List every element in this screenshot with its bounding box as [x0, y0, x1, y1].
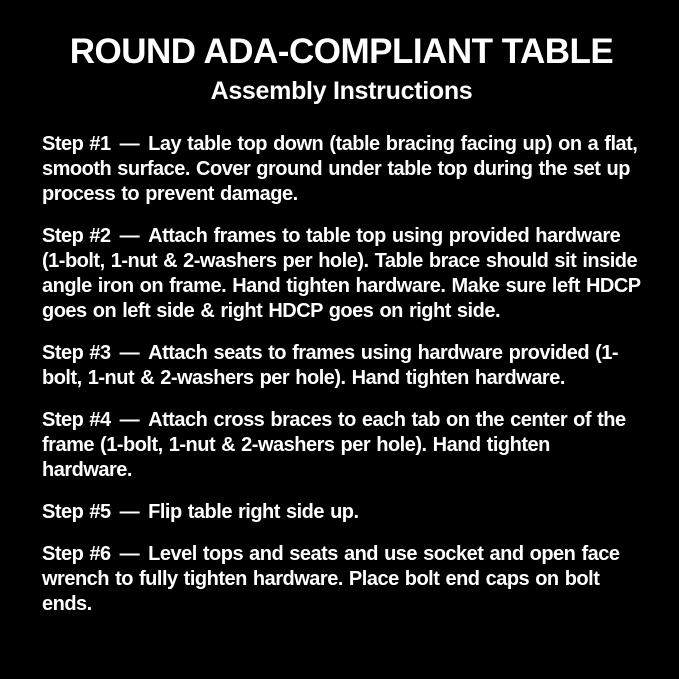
- step-separator: —: [119, 224, 140, 247]
- step-label: Step #3: [42, 341, 111, 364]
- step-paragraph-1: [42, 132, 641, 207]
- step-text: Attach frames to table top using provided hardware (1-bolt, 1-nut & 2-washers per hole). Table brace should sit inside angle iron on frame. Hand tighten hardware. Make sure left HDCP goes on left side & right HDCP goes on right side.: [42, 224, 641, 322]
- step-text: Level tops and seats and use socket and open face wrench to fully tighten hardware. Place bolt end caps on bolt ends.: [42, 542, 620, 615]
- step-paragraph-5: [42, 500, 641, 525]
- step-text: Attach seats to frames using hardware provided (1-bolt, 1-nut & 2-washers per hole). Hand tighten hardware.: [42, 341, 619, 389]
- step-paragraph-3: [42, 341, 641, 391]
- step-label: Step #6: [42, 542, 111, 565]
- page-title: ROUND ADA-COMPLIANT TABLE: [69, 32, 614, 71]
- step-label: Step #5: [42, 500, 111, 523]
- step-label: Step #4: [42, 408, 111, 431]
- step-text: Lay table top down (table bracing facing up) on a flat, smooth surface. Cover ground under table top during the set up process to prevent damage.: [42, 132, 638, 205]
- step-separator: —: [119, 341, 140, 364]
- page-subtitle: Assembly Instructions: [210, 76, 473, 105]
- step-separator: —: [119, 500, 140, 523]
- step-separator: —: [119, 408, 140, 431]
- step-label: Step #1: [42, 132, 111, 155]
- step-separator: —: [119, 132, 140, 155]
- step-separator: —: [119, 542, 140, 565]
- step-paragraph-2: [42, 224, 641, 324]
- step-paragraph-6: [42, 542, 641, 617]
- step-text: Flip table right side up.: [148, 500, 359, 523]
- step-text: Attach cross braces to each tab on the center of the frame (1-bolt, 1-nut & 2-washers per hole). Hand tighten hardware.: [42, 408, 626, 481]
- step-label: Step #2: [42, 224, 111, 247]
- step-paragraph-4: [42, 408, 641, 483]
